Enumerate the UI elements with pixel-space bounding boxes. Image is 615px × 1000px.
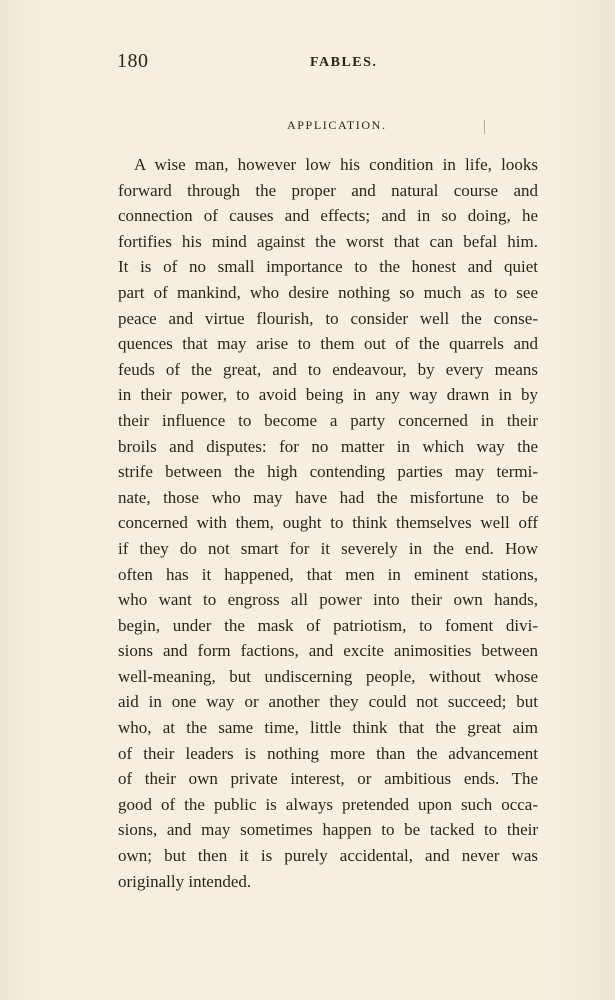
text-line: aid in one way or another they could not succeed; but: [118, 692, 538, 712]
text-line: peace and virtue flourish, to consider well the conse-: [118, 308, 538, 328]
text-line: fortifies his mind against the worst that can befal him.: [118, 231, 538, 251]
page-number: 180: [117, 50, 149, 72]
text-line: concerned with them, ought to think themselves well off: [118, 513, 538, 533]
text-line: begin, under the mask of patriotism, to foment divi-: [118, 615, 538, 635]
text-line: who want to engross all power into their own hands,: [118, 590, 538, 610]
text-line: connection of causes and effects; and in so doing, he: [118, 206, 538, 226]
text-line: broils and disputes: for no matter in which way the: [118, 436, 538, 456]
text-line: It is of no small importance to the honest and quiet: [118, 257, 538, 277]
text-line: originally intended.: [118, 871, 252, 891]
text-line: quences that may arise to them out of the quarrels and: [118, 334, 538, 354]
text-line: in their power, to avoid being in any way drawn in by: [118, 385, 538, 405]
text-line: strife between the high contending parties may termi-: [118, 462, 538, 482]
running-title: FABLES.: [310, 55, 378, 70]
text-line: who, at the same time, little think that the great aim: [118, 718, 538, 738]
text-line: well-meaning, but undiscerning people, without whose: [118, 666, 538, 686]
text-line: sions and form factions, and excite animosities between: [118, 641, 538, 661]
paper-mark: [484, 120, 485, 134]
text-line: their influence to become a party concerned in their: [118, 410, 538, 430]
text-line: sions, and may sometimes happen to be tacked to their: [118, 820, 538, 840]
text-line: of their leaders is nothing more than the advancement: [118, 743, 538, 763]
text-line: forward through the proper and natural course and: [118, 180, 538, 200]
text-line: of their own private interest, or ambitious ends. The: [118, 769, 538, 789]
text-line: own; but then it is purely accidental, and never was: [118, 846, 538, 866]
text-line: nate, those who may have had the misfortune to be: [118, 487, 538, 507]
text-line: often has it happened, that men in eminent stations,: [118, 564, 538, 584]
text-line: feuds of the great, and to endeavour, by every means: [118, 359, 538, 379]
text-line: part of mankind, who desire nothing so much as to see: [118, 282, 538, 302]
body-paragraph: [118, 152, 538, 894]
text-line: if they do not smart for it severely in the end. How: [118, 538, 538, 558]
text-line: A wise man, however low his condition in life, looks: [134, 155, 538, 174]
section-heading: APPLICATION.: [287, 118, 387, 132]
text-line: good of the public is always pretended upon such occa-: [118, 794, 538, 814]
